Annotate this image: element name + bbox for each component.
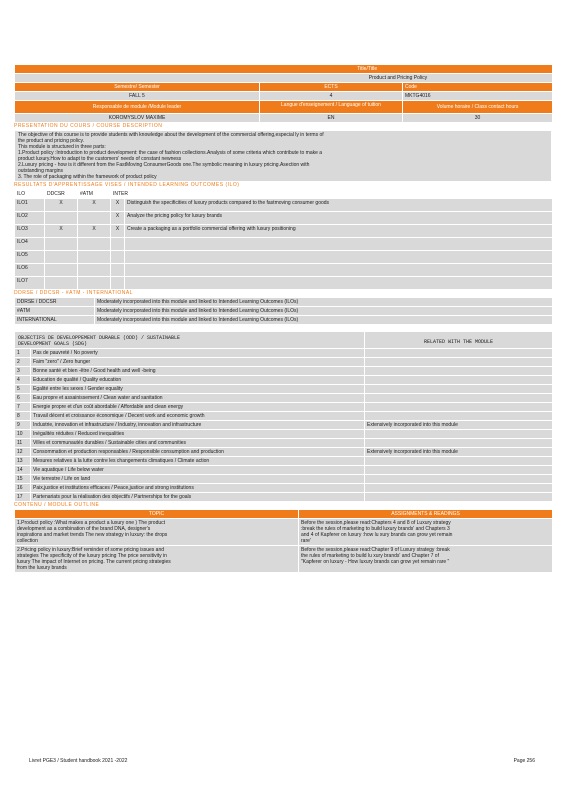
outline-topic-label: TOPIC	[15, 510, 299, 519]
code-value: MKTG4016	[403, 92, 553, 101]
sdg-relation	[365, 466, 553, 475]
outline-topic-line: inspirations and market trends The new strategy in luxury: the drops	[17, 532, 168, 538]
sdg-number: 13	[15, 457, 31, 466]
sdg-relation	[365, 358, 553, 367]
sdg-goal: Bonne santé et bien -être / Good health and well -being	[31, 367, 365, 376]
sdg-goal: Vie terrestre / Life on land	[31, 475, 365, 484]
outline-assign-line: "Kapferer on luxury - How luxury brands can grow yet remain rare "	[301, 559, 450, 565]
ilo-text: Analyze the pricing policy for luxury brands	[125, 212, 553, 225]
ilo-atm-mark	[78, 277, 111, 290]
ilo-col-inter: INTER	[111, 190, 553, 199]
sdg-relation	[365, 475, 553, 484]
ilo-text	[125, 238, 553, 251]
hours-value: 30	[403, 114, 553, 123]
sdg-goal: Mesures relatives à la lutte contre les changements climatiques / Climate action	[31, 457, 365, 466]
sdg-number: 11	[15, 439, 31, 448]
sdg-goal: Egalité entre les sexes / Gender equality	[31, 385, 365, 394]
sdg-relation	[365, 403, 553, 412]
ilo-atm-mark	[78, 212, 111, 225]
leader-label: Responsable de module /Module leader	[15, 101, 260, 114]
presentation-line: The objective of this course is to provide students with knowledge about the development of the commercial offering,especial ly in terms of	[18, 132, 324, 138]
presentation-line: 2.Luxury pricing - how is it different from the FastMoving ConsumerGoods one.The symbolic meaning in luxury pricing.Asection with	[18, 162, 310, 168]
sdg-goal: Consommation et production responsables / Responsible consumption and production	[31, 448, 365, 457]
ilo-id: ILO2	[15, 212, 45, 225]
footer-handbook: Livret PGE3 / Student handbook 2021 -2022	[29, 758, 128, 764]
sdg-heading	[15, 332, 365, 349]
sdg-heading-line: DEVELOPMENT GOALS (SDG)	[18, 341, 88, 347]
presentation-line: 3. The role of packaging within the framework of product policy	[18, 174, 157, 180]
ilo-inter-mark	[111, 264, 125, 277]
sdg-number: 16	[15, 484, 31, 493]
sdg-goal: Paix,justice et institutions efficaces / Peace,justice and strong institutions	[31, 484, 365, 493]
ilo-atm-mark: X	[78, 199, 111, 212]
outline-topic-line: luxury The impact of Internet on pricing. The current pricing strategies	[17, 559, 171, 565]
ects-value: 4	[260, 92, 403, 101]
ilo-id: ILO3	[15, 225, 45, 238]
presentation-line: outstanding margins	[18, 168, 64, 174]
ilo-text: Distinguish the specificities of luxury products compared to the fastmoving consumer goods	[125, 199, 553, 212]
sdg-relation: Extensively incorporated into this module	[365, 421, 553, 430]
leader-value: KOROMYSLOV MAXIME	[15, 114, 260, 123]
ilo-ddcsr-mark	[45, 238, 78, 251]
sdg-relation	[365, 394, 553, 403]
ilo-col-ddcsr: DDCSR	[45, 190, 78, 199]
ilo-ddcsr-mark	[45, 251, 78, 264]
ilo-text	[125, 264, 553, 277]
outline-assign-label: ASSIGNMENTS & READINGS	[299, 510, 553, 519]
sdg-number: 5	[15, 385, 31, 394]
sdg-table	[14, 331, 553, 502]
track-text: Moderately incorporated into this module and linked to Intended Learning Outcomes (ILOs)	[95, 316, 553, 325]
track-text: Moderately incorporated into this module and linked to Intended Learning Outcomes (ILOs)	[95, 298, 553, 307]
ilo-atm-mark	[78, 238, 111, 251]
outline-table	[14, 509, 553, 573]
presentation-heading: PRESENTATION DU COURS / COURSE DESCRIPTION	[14, 123, 163, 129]
course-header-table	[14, 64, 553, 123]
ilo-text	[125, 251, 553, 264]
sdg-heading-line: OBJECTIFS DE DEVELOPPEMENT DURABLE (ODD) / SUSTAINABLE	[18, 335, 181, 341]
tracks-heading: DDRSE / DDCSR - #ATM - INTERNATIONAL	[14, 290, 133, 296]
ilo-inter-mark: X	[111, 199, 125, 212]
ilo-inter-mark	[111, 251, 125, 264]
outline-assign-line: and 4 of Kapferer on luxury :how lu xury brands can grow yet remain	[301, 532, 453, 538]
ilo-ddcsr-mark: X	[45, 199, 78, 212]
ilo-text	[125, 277, 553, 290]
presentation-line: product luxury.How to adapt to the customers' needs of constant newness	[18, 156, 182, 162]
hours-label: Volume horaire / Class contact hours	[403, 101, 553, 114]
presentation-line: This module is structured in three parts:	[18, 144, 106, 150]
ilo-ddcsr-mark	[45, 264, 78, 277]
ilo-id: ILO5	[15, 251, 45, 264]
outline-topic-cell	[15, 519, 299, 546]
ilo-table	[14, 189, 553, 290]
footer-page-number: Page 256	[513, 758, 535, 764]
sdg-number: 6	[15, 394, 31, 403]
sdg-goal: Energie propre et d'un coût abordable / Affordable and clean energy	[31, 403, 365, 412]
course-sheet	[14, 64, 552, 573]
ilo-ddcsr-mark	[45, 212, 78, 225]
sdg-relation: Extensively incorporated into this module	[365, 448, 553, 457]
ects-label: ECTS	[260, 83, 403, 92]
sdg-goal: Industrie, innovation et infrastructure / Industry, innovation and infrastructure	[31, 421, 365, 430]
sdg-number: 7	[15, 403, 31, 412]
sdg-number: 15	[15, 475, 31, 484]
outline-assign-line: :break the rules of marketing to build luxury brands' and Chapters 3	[301, 526, 450, 532]
sdg-number: 14	[15, 466, 31, 475]
sdg-relation	[365, 412, 553, 421]
outline-topic-line: 1.Product policy :What makes a product a luxury one ) The product	[17, 520, 166, 526]
outline-assign-line: the rules of marketing to build lu xury brands' and Chapter 7 of	[301, 553, 439, 559]
outline-assign-cell	[299, 519, 553, 546]
presentation-line: the product and pricing policy.	[18, 138, 85, 144]
sdg-goal: Partenariats pour la réalisation des objectifs / Partnerships for the goals	[31, 493, 365, 502]
presentation-line: 1.Product policy :Introduction to product development: the case of fashion collections.Analysis of some criteria which contribute to make a	[18, 150, 323, 156]
sdg-relation	[365, 439, 553, 448]
sdg-number: 1	[15, 349, 31, 358]
presentation-body	[15, 131, 552, 182]
presentation-table	[14, 130, 552, 182]
course-title: Product and Pricing Policy	[15, 74, 553, 83]
ilo-ddcsr-mark	[45, 277, 78, 290]
sdg-number: 3	[15, 367, 31, 376]
ilo-id: ILO6	[15, 264, 45, 277]
sdg-relation	[365, 457, 553, 466]
title-label: Title/Title	[15, 65, 553, 74]
ilo-ddcsr-mark: X	[45, 225, 78, 238]
outline-assign-line: rare'	[301, 538, 311, 544]
language-label: Langue d'enseignement / Language of tuition	[260, 101, 403, 114]
ilo-inter-mark: X	[111, 212, 125, 225]
sdg-relation	[365, 376, 553, 385]
ilo-id: ILO1	[15, 199, 45, 212]
sdg-number: 17	[15, 493, 31, 502]
sdg-related-label: RELATED WITH THE MODULE	[365, 332, 553, 349]
ilo-atm-mark: X	[78, 225, 111, 238]
sdg-goal: Inégalités réduites / Reduced inequalities	[31, 430, 365, 439]
semester-label: Semestre/ Semester	[15, 83, 260, 92]
outline-topic-line: 2.Pricing policy in luxury:Brief reminder of some pricing issues and	[17, 547, 165, 553]
sdg-goal: Pas de pauvreté / No poverty	[31, 349, 365, 358]
ilo-inter-mark: X	[111, 225, 125, 238]
ilo-atm-mark	[78, 251, 111, 264]
sdg-relation	[365, 385, 553, 394]
ilo-col-atm: #ATM	[78, 190, 111, 199]
sdg-goal: Travail décent et croissance économique / Decent work and economic growth	[31, 412, 365, 421]
sdg-number: 12	[15, 448, 31, 457]
sdg-goal: Faim "zero" / Zero hunger	[31, 358, 365, 367]
sdg-goal: Education de qualité / Quality education	[31, 376, 365, 385]
ilo-heading: RESULTATS D'APPRENTISSAGE VISES / INTENDED LEARNING OUTCOMES (ILO)	[14, 182, 240, 188]
outline-topic-line: collection	[17, 538, 38, 544]
sdg-number: 8	[15, 412, 31, 421]
sdg-goal: Vie aquatique / Life below water	[31, 466, 365, 475]
outline-assign-line: Before the session,please read:Chapter 9 of Luxury strategy :break	[301, 547, 450, 553]
ilo-text: Create a packaging as a portfolio commercial offering with luxury positioning	[125, 225, 553, 238]
page-footer	[29, 758, 535, 764]
outline-topic-line: development as a combination of the brand DNA, designer's	[17, 526, 151, 532]
outline-assign-cell	[299, 546, 553, 573]
track-text: Moderately incorporated into this module and linked to Intended Learning Outcomes (ILOs)	[95, 307, 553, 316]
sdg-relation	[365, 430, 553, 439]
outline-topic-cell	[15, 546, 299, 573]
sdg-number: 2	[15, 358, 31, 367]
outline-heading: CONTENU / MODULE OUTLINE	[14, 502, 100, 508]
sdg-relation	[365, 367, 553, 376]
sdg-relation	[365, 484, 553, 493]
language-value: EN	[260, 114, 403, 123]
outline-assign-line: Before the session,please read:Chapters 4 and 8 of Luxury strategy	[301, 520, 451, 526]
sdg-number: 4	[15, 376, 31, 385]
sdg-goal: Villes et communautés durables / Sustainable cities and communities	[31, 439, 365, 448]
sdg-relation	[365, 349, 553, 358]
outline-topic-line: from the luxury brands	[17, 565, 67, 571]
track-name: #ATM	[15, 307, 95, 316]
ilo-col-header: ILO	[15, 190, 45, 199]
ilo-inter-mark	[111, 277, 125, 290]
track-name: INTERNATIONAL	[15, 316, 95, 325]
outline-topic-line: strategies The specificity of the luxury pricing The price sensitivity in	[17, 553, 167, 559]
ilo-inter-mark	[111, 238, 125, 251]
semester-value: FALL 5	[15, 92, 260, 101]
ilo-id: ILO4	[15, 238, 45, 251]
ilo-atm-mark	[78, 264, 111, 277]
ilo-id: ILO7	[15, 277, 45, 290]
tracks-table	[14, 297, 553, 325]
sdg-number: 10	[15, 430, 31, 439]
sdg-goal: Eau propre et assainissement / Clean water and sanitation	[31, 394, 365, 403]
code-label: Code	[403, 83, 553, 92]
track-name: DDRSE / DDCSR	[15, 298, 95, 307]
sdg-relation	[365, 493, 553, 502]
sdg-number: 9	[15, 421, 31, 430]
